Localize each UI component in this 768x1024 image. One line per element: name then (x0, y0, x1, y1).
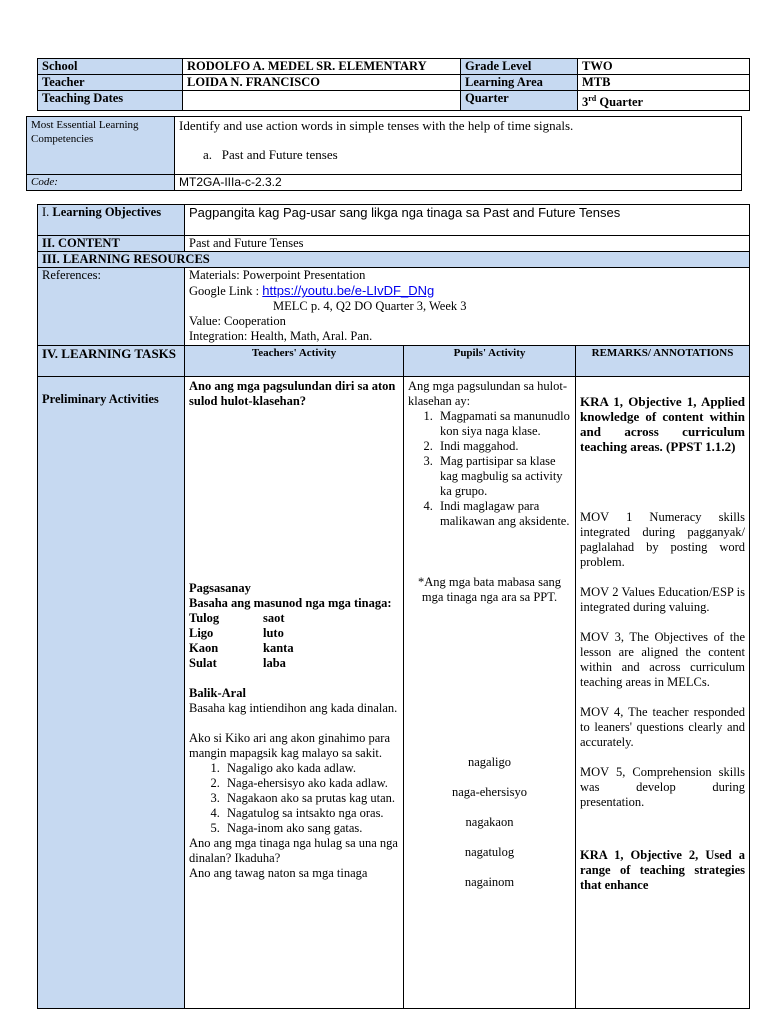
integration-text: Integration: Health, Math, Aral. Pan. (189, 329, 373, 343)
answer-item: nagakaon (465, 815, 514, 829)
school-label: School (38, 59, 183, 75)
list-item: 4. Nagatulog sa intsakto nga oras. (223, 806, 399, 821)
question-3: Ano ang tawag naton sa mga tinaga (189, 866, 368, 880)
sentence-list (189, 761, 399, 836)
teacher-question: Ano ang mga pagsulundan diri sa aton sulod hulot-klasehan? (189, 379, 396, 408)
google-link-row: Google Link : https://youtu.be/e-LIvDF_DNg (189, 283, 435, 298)
mov4: MOV 4, The teacher responded to leaners' questions clearly and accurately. (580, 705, 746, 749)
preliminary-activities-label: Preliminary Activities (38, 377, 185, 1009)
answer-item: nagainom (464, 875, 515, 889)
teachers-activity-head: Teachers' Activity (185, 346, 404, 377)
list-item: 5. Naga-inom ako sang gatas. (223, 821, 399, 836)
melc-label: Most Essential Learning Competencies (27, 117, 175, 175)
word-row: Tulog saot (189, 611, 285, 625)
objectives-value: Pagpangita kag Pag-usar sang likga nga tinaga sa Past and Future Tenses (185, 205, 750, 236)
list-item: 3. Nagakaon ako sa prutas kag utan. (223, 791, 399, 806)
mov2: MOV 2 Values Education/ESP is integrated during valuing. (580, 585, 746, 614)
word-row: Ligo luto (189, 626, 284, 640)
learning-area-label: Learning Area (461, 75, 578, 91)
answer-item: nagaligo (467, 755, 512, 769)
list-item: 1. Nagaligo ako kada adlaw. (223, 761, 399, 776)
list-item: 2. Naga-ehersisyo ako kada adlaw. (223, 776, 399, 791)
remarks-cell (576, 377, 750, 1009)
objectives-label: I. Learning Objectives (38, 205, 185, 236)
word-list (189, 611, 399, 671)
pupils-activity-head: Pupils' Activity (404, 346, 576, 377)
answer-item: nagatulog (464, 845, 515, 859)
basaha-instruction: Basaha ang masunod nga mga tinaga: (189, 596, 392, 610)
pagsasanay-heading: Pagsasanay (189, 581, 251, 595)
list-item: 3. Mag partisipar sa klase kag magbulig sa activity ka grupo. (436, 454, 571, 499)
balik-aral-heading: Balik-Aral (189, 686, 246, 700)
balik-aral-text: Basaha kag intiendihon ang kada dinalan. (189, 701, 398, 715)
grade-level-value: TWO (578, 59, 750, 75)
learning-area-value: MTB (578, 75, 750, 91)
teaching-dates-label: Teaching Dates (38, 91, 183, 111)
word-row: Kaon kanta (189, 641, 294, 655)
references-content (185, 268, 750, 346)
remarks-head: REMARKS/ ANNOTATIONS (576, 346, 750, 377)
google-link[interactable]: https://youtu.be/e-LIvDF_DNg (262, 283, 435, 298)
quarter-label: Quarter (461, 91, 578, 111)
pupils-note: *Ang mga bata mabasa sang mga tinaga nga ara sa PPT. (417, 575, 561, 604)
quarter-value: 3rd Quarter (578, 91, 750, 111)
mov5: MOV 5, Comprehension skills was develop during presentation. (580, 765, 746, 809)
list-item: 4. Indi maglagaw para malikawan ang aksidente. (436, 499, 571, 529)
teacher-value: LOIDA N. FRANCISCO (183, 75, 461, 91)
kra1-objective1: KRA 1, Objective 1, Applied knowledge of content within and across curriculum teaching areas. (PPST 1.1.2) (580, 394, 746, 454)
melc-table (26, 116, 742, 191)
list-item: 1. Magpamati sa manunudlo kon siya naga klase. (436, 409, 571, 439)
answer-item: naga-ehersisyo (452, 785, 527, 799)
rules-list (408, 409, 571, 529)
content-label: II. CONTENT (38, 236, 185, 252)
story-text: Ako si Kiko ari ang akon ginahimo para mangin mapagsik kag malayo sa sakit. (189, 731, 390, 760)
learning-tasks-label: IV. LEARNING TASKS (38, 346, 185, 377)
pupils-activity-cell (404, 377, 576, 1009)
kra1-objective2: KRA 1, Objective 2, Used a range of teaching strategies that enhance (580, 848, 746, 892)
value-text: Value: Cooperation (189, 314, 286, 328)
mov3: MOV 3, The Objectives of the lesson are aligned the content within and across curriculum teaching areas in MELCs. (580, 630, 746, 689)
materials-text: Materials: Powerpoint Presentation (189, 268, 366, 282)
mov1: MOV 1 Numeracy skills integrated during pagganyak/ paglalahad by posting word problem. (580, 510, 746, 569)
pupils-intro: Ang mga pagsulundan sa hulot-klasehan ay: (408, 379, 568, 408)
content-value: Past and Future Tenses (185, 236, 750, 252)
grade-level-label: Grade Level (461, 59, 578, 75)
list-item: 2. Indi maggahod. (436, 439, 571, 454)
teaching-dates-value (183, 91, 461, 111)
melc-reference: MELC p. 4, Q2 DO Quarter 3, Week 3 (273, 299, 467, 313)
school-value: RODOLFO A. MEDEL SR. ELEMENTARY (183, 59, 461, 75)
teachers-activity-cell (185, 377, 404, 1009)
resources-label: III. LEARNING RESOURCES (38, 252, 750, 268)
melc-text: Identify and use action words in simple tenses with the help of time signals. (179, 118, 574, 133)
word-row: Sulat laba (189, 656, 286, 670)
lesson-plan-table (37, 204, 750, 1009)
question-2: Ano ang mga tinaga nga hulag sa una nga dinalan? Ikaduha? (189, 836, 398, 865)
melc-content (175, 117, 742, 175)
references-label: References: (38, 268, 185, 346)
code-value: MT2GA-IIIa-c-2.3.2 (175, 175, 742, 191)
code-label: Code: (27, 175, 175, 191)
header-table (37, 58, 750, 111)
melc-item: a. Past and Future tenses (203, 147, 338, 162)
teacher-label: Teacher (38, 75, 183, 91)
